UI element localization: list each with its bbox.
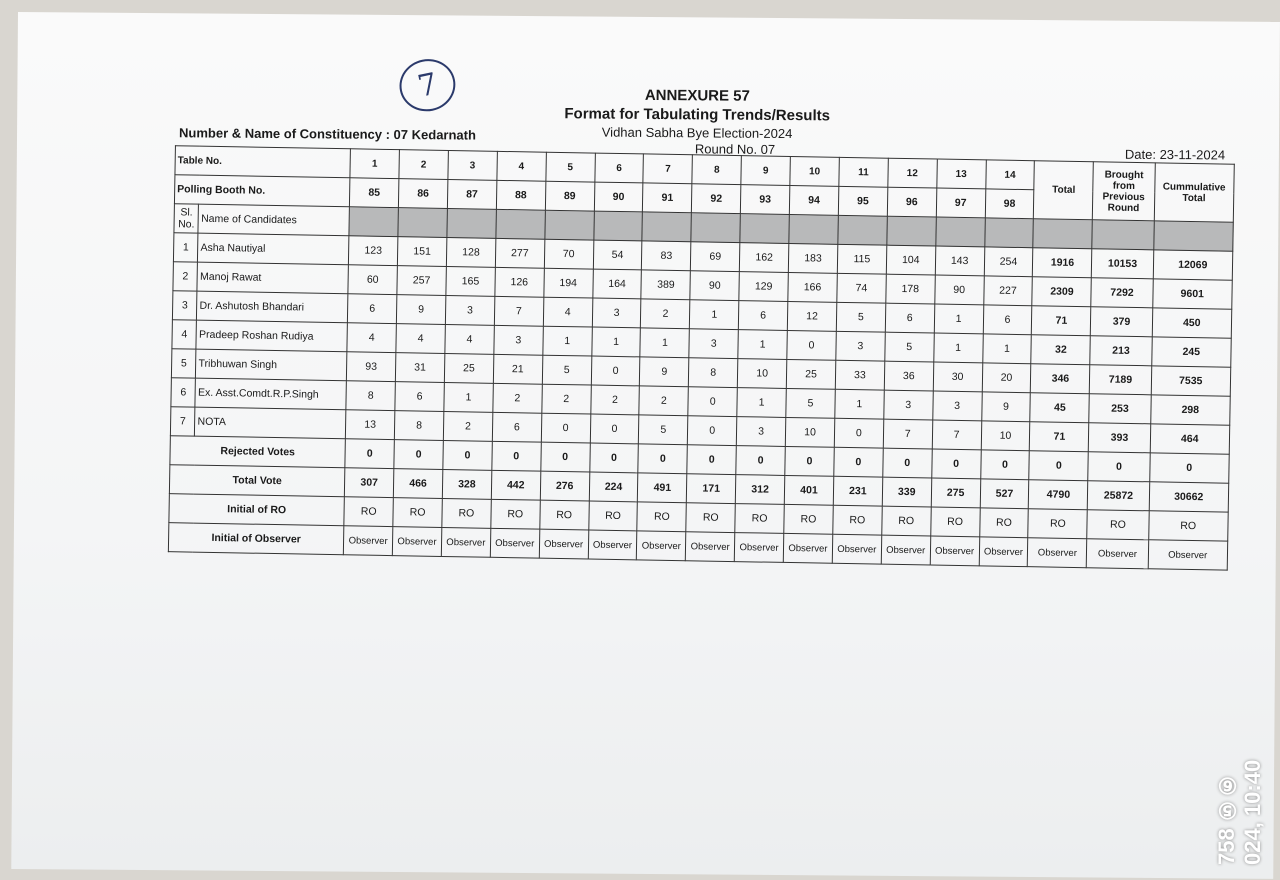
total-cell: 1916 — [1033, 248, 1093, 278]
table-no-cell: 11 — [839, 157, 888, 187]
brought-cell: 253 — [1089, 394, 1151, 424]
cumulative-cell: 9601 — [1152, 279, 1232, 309]
total-cell: 4790 — [1029, 480, 1089, 510]
candidate-name: Dr. Ashutosh Bhandari — [197, 291, 348, 323]
observer-initial-cell: Observer — [490, 528, 539, 558]
booth-no-cell: 88 — [496, 180, 545, 210]
booth-no-cell: 96 — [887, 187, 936, 217]
shaded-cell — [642, 212, 691, 242]
ro-initial-cell: RO — [539, 500, 588, 530]
total-cell: 0 — [1029, 451, 1089, 481]
vote-cell: 151 — [397, 237, 446, 267]
ro-initial-cell: RO — [344, 497, 393, 527]
vote-cell: 0 — [883, 448, 932, 478]
vote-cell: 7 — [494, 296, 543, 326]
observer-initial-cell: Observer — [734, 533, 783, 563]
vote-cell: 2 — [641, 299, 690, 329]
date-label: Date: 23-11-2024 — [1124, 146, 1226, 163]
observer-initial-cell: Observer — [441, 527, 490, 557]
cumulative-cell: 30662 — [1149, 482, 1229, 512]
ro-initial-cell: RO — [686, 503, 735, 533]
vote-cell: 0 — [736, 446, 785, 476]
table-no-cell: 9 — [741, 156, 790, 186]
vote-cell: 3 — [736, 417, 785, 447]
cumulative-cell: 7535 — [1151, 366, 1231, 396]
constituency-line: Number & Name of Constituency : 07 Kedarnath — [178, 125, 477, 143]
vote-cell: 10 — [785, 417, 834, 447]
booth-no-cell: 89 — [545, 181, 594, 211]
vote-cell: 2 — [541, 384, 590, 414]
sl-no: 2 — [173, 262, 198, 291]
vote-cell: 0 — [638, 444, 687, 474]
format-subtitle: Format for Tabulating Trends/Results — [564, 105, 831, 125]
vote-cell: 8 — [346, 381, 395, 411]
vote-cell: 254 — [984, 247, 1033, 277]
vote-cell: 7 — [883, 419, 932, 449]
vote-cell: 257 — [397, 266, 446, 296]
cumulative-cell: 245 — [1151, 337, 1231, 367]
brought-cell: 379 — [1091, 307, 1153, 337]
ro-initial-cell: RO — [1028, 509, 1088, 539]
sl-no: 7 — [170, 407, 195, 436]
booth-no-cell: 90 — [594, 182, 643, 212]
table-no-cell: 2 — [399, 150, 448, 180]
vote-cell: 307 — [344, 468, 393, 498]
brought-cell: 0 — [1088, 452, 1150, 482]
vote-cell: 165 — [446, 266, 495, 296]
vote-cell: 0 — [589, 443, 638, 473]
vote-cell: 30 — [933, 362, 982, 392]
vote-cell: 442 — [491, 470, 540, 500]
total-cell: 2309 — [1032, 277, 1092, 307]
vote-cell: 0 — [443, 440, 492, 470]
brought-cell: 10153 — [1092, 249, 1154, 279]
vote-cell: 183 — [788, 243, 837, 273]
candidate-name: NOTA — [195, 407, 346, 439]
total-header: Total — [1034, 161, 1094, 220]
name-header: Name of Candidates — [198, 204, 349, 236]
vote-cell: 1 — [982, 334, 1031, 364]
booth-no-cell: 94 — [789, 185, 838, 215]
vote-cell: 20 — [982, 363, 1031, 393]
total-cell: 71 — [1032, 306, 1092, 336]
candidate-name: Tribhuwan Singh — [196, 349, 347, 381]
vote-cell: 0 — [591, 356, 640, 386]
booth-no-cell: 97 — [936, 188, 985, 218]
vote-cell: 1 — [835, 389, 884, 419]
vote-cell: 4 — [445, 324, 494, 354]
vote-cell: 9 — [640, 357, 689, 387]
vote-cell: 231 — [833, 476, 882, 506]
vote-cell: 178 — [886, 274, 935, 304]
round-number: Round No. 07 — [694, 141, 776, 157]
observer-initial-cell: Observer — [637, 531, 686, 561]
shaded-cell — [398, 208, 447, 238]
vote-cell: 166 — [788, 272, 837, 302]
table-no-cell: 6 — [594, 153, 643, 183]
vote-cell: 5 — [885, 332, 934, 362]
observer-initial-cell: Observer — [686, 532, 735, 562]
sl-no: 6 — [171, 378, 196, 407]
booth-no-cell: 98 — [985, 189, 1034, 219]
shaded-cell — [887, 216, 936, 246]
vote-cell: 3 — [494, 325, 543, 355]
vote-cell: 129 — [739, 272, 788, 302]
shaded-cell — [545, 210, 594, 240]
brought-header: Brought from Previous Round — [1093, 162, 1155, 221]
vote-cell: 0 — [785, 446, 834, 476]
shaded-cell — [593, 211, 642, 241]
vote-cell: 3 — [884, 390, 933, 420]
vote-cell: 3 — [592, 298, 641, 328]
vote-cell: 275 — [931, 478, 980, 508]
results-table — [168, 145, 1235, 570]
vote-cell: 401 — [784, 475, 833, 505]
vote-cell: 276 — [540, 471, 589, 501]
ro-initial-cell: RO — [491, 499, 540, 529]
table-no-cell: 8 — [692, 155, 741, 185]
vote-cell: 3 — [445, 295, 494, 325]
vote-cell: 128 — [446, 237, 495, 267]
cumulative-cell: 298 — [1150, 395, 1230, 425]
vote-cell: 0 — [688, 387, 737, 417]
booth-no-cell: 87 — [447, 180, 496, 210]
vote-cell: 90 — [690, 271, 739, 301]
ro-initial-cell: RO — [882, 506, 931, 536]
handwritten-annotation: 7 — [395, 54, 460, 116]
vote-cell: 6 — [983, 305, 1032, 335]
vote-cell: 0 — [492, 441, 541, 471]
vote-cell: 227 — [983, 276, 1032, 306]
vote-cell: 60 — [348, 265, 397, 295]
vote-cell: 10 — [737, 359, 786, 389]
vote-cell: 1 — [444, 382, 493, 412]
shaded-cell — [691, 213, 740, 243]
ro-initial-cell: RO — [1148, 511, 1228, 541]
vote-cell: 1 — [542, 326, 591, 356]
observer-initial-cell: Observer — [588, 530, 637, 560]
shaded-cell — [1153, 221, 1233, 251]
candidate-name: Asha Nautiyal — [198, 233, 349, 265]
vote-cell: 194 — [544, 268, 593, 298]
vote-cell: 389 — [641, 270, 690, 300]
vote-cell: 339 — [882, 477, 931, 507]
ro-initial-cell: RO — [833, 505, 882, 535]
observer-initial-cell: Observer — [832, 534, 881, 564]
brought-cell: 213 — [1090, 336, 1152, 366]
vote-cell: 36 — [884, 361, 933, 391]
total-cell: 32 — [1031, 335, 1091, 365]
table-no-cell: 13 — [936, 159, 985, 189]
vote-cell: 54 — [593, 240, 642, 270]
table-no-cell: 10 — [790, 156, 839, 186]
table-no-cell: 5 — [546, 152, 595, 182]
vote-cell: 164 — [592, 269, 641, 299]
vote-cell: 83 — [642, 241, 691, 271]
vote-cell: 0 — [540, 442, 589, 472]
vote-cell: 10 — [981, 421, 1030, 451]
shaded-cell — [838, 215, 887, 245]
table-no-cell: 12 — [888, 158, 937, 188]
vote-cell: 1 — [591, 327, 640, 357]
initial-observer-label: Initial of Observer — [168, 523, 344, 555]
vote-cell: 9 — [981, 392, 1030, 422]
vote-cell: 2 — [639, 386, 688, 416]
table-no-cell: 14 — [985, 160, 1034, 190]
vote-cell: 0 — [931, 449, 980, 479]
vote-cell: 25 — [444, 353, 493, 383]
vote-cell: 12 — [787, 301, 836, 331]
vote-cell: 115 — [837, 244, 886, 274]
vote-cell: 527 — [980, 479, 1029, 509]
total-vote-label: Total Vote — [169, 465, 345, 497]
vote-cell: 0 — [688, 416, 737, 446]
total-cell: 346 — [1031, 364, 1091, 394]
cumulative-cell: 450 — [1152, 308, 1232, 338]
vote-cell: 93 — [347, 352, 396, 382]
booth-no-cell: 93 — [740, 185, 789, 215]
observer-initial-cell: Observer — [1028, 538, 1088, 568]
vote-cell: 70 — [544, 239, 593, 269]
vote-cell: 31 — [395, 353, 444, 383]
vote-cell: 13 — [346, 410, 395, 440]
vote-cell: 0 — [345, 439, 394, 469]
brought-cell: 393 — [1089, 423, 1151, 453]
shaded-cell — [740, 214, 789, 244]
vote-cell: 8 — [689, 358, 738, 388]
observer-initial-cell: Observer — [979, 537, 1028, 567]
document-page — [11, 12, 1280, 879]
vote-cell: 1 — [933, 333, 982, 363]
shaded-cell — [984, 218, 1033, 248]
total-cell: 71 — [1030, 422, 1090, 452]
sl-no: 3 — [172, 291, 197, 320]
vote-cell: 143 — [935, 246, 984, 276]
vote-cell: 6 — [348, 294, 397, 324]
ro-initial-cell: RO — [637, 502, 686, 532]
vote-cell: 0 — [834, 447, 883, 477]
shaded-cell — [789, 214, 838, 244]
vote-cell: 2 — [590, 385, 639, 415]
total-cell: 45 — [1030, 393, 1090, 423]
brought-cell: 7292 — [1091, 278, 1153, 308]
vote-cell: 1 — [934, 304, 983, 334]
vote-cell: 2 — [443, 411, 492, 441]
vote-cell: 3 — [689, 329, 738, 359]
observer-initial-cell: Observer — [930, 536, 979, 566]
cumulative-header: Cummulative Total — [1154, 163, 1234, 222]
shaded-cell — [935, 217, 984, 247]
vote-cell: 6 — [395, 382, 444, 412]
polling-booth-label: Polling Booth No. — [174, 175, 350, 207]
table-no-cell: 7 — [643, 154, 692, 184]
initial-ro-label: Initial of RO — [169, 494, 345, 526]
vote-cell: 5 — [836, 302, 885, 332]
vote-cell: 312 — [735, 475, 784, 505]
candidate-name: Pradeep Roshan Rudiya — [196, 320, 347, 352]
vote-cell: 466 — [393, 469, 442, 499]
vote-cell: 0 — [541, 413, 590, 443]
vote-cell: 224 — [589, 472, 638, 502]
brought-cell: 25872 — [1088, 481, 1150, 511]
ro-initial-cell: RO — [784, 504, 833, 534]
vote-cell: 21 — [493, 354, 542, 384]
observer-initial-cell: Observer — [539, 529, 588, 559]
ro-initial-cell: RO — [588, 501, 637, 531]
vote-cell: 4 — [347, 323, 396, 353]
cumulative-cell: 464 — [1150, 424, 1230, 454]
observer-initial-cell: Observer — [1148, 540, 1228, 570]
ro-initial-cell: RO — [1087, 510, 1149, 540]
vote-cell: 8 — [394, 411, 443, 441]
shaded-cell — [1092, 220, 1154, 250]
vote-cell: 0 — [787, 330, 836, 360]
vote-cell: 9 — [396, 295, 445, 325]
vote-cell: 4 — [543, 297, 592, 327]
brought-cell: 7189 — [1090, 365, 1152, 395]
cumulative-cell: 0 — [1149, 453, 1229, 483]
vote-cell: 0 — [980, 450, 1029, 480]
sl-no-header: Sl. No. — [174, 204, 199, 233]
vote-cell: 0 — [834, 418, 883, 448]
sl-no: 1 — [173, 233, 198, 262]
ro-initial-cell: RO — [393, 498, 442, 528]
vote-cell: 6 — [492, 412, 541, 442]
vote-cell: 4 — [396, 324, 445, 354]
booth-no-cell: 91 — [643, 183, 692, 213]
vote-cell: 3 — [932, 391, 981, 421]
shaded-cell — [349, 207, 398, 237]
sl-no: 4 — [172, 320, 197, 349]
vote-cell: 0 — [590, 414, 639, 444]
annexure-title: ANNEXURE 57 — [644, 86, 750, 105]
vote-cell: 1 — [738, 330, 787, 360]
vote-cell: 7 — [932, 420, 981, 450]
booth-no-cell: 95 — [838, 186, 887, 216]
vote-cell: 104 — [886, 245, 935, 275]
vote-cell: 6 — [885, 303, 934, 333]
booth-no-cell: 85 — [350, 178, 399, 208]
shaded-cell — [1033, 219, 1093, 249]
vote-cell: 1 — [690, 300, 739, 330]
vote-cell: 2 — [493, 383, 542, 413]
vote-cell: 6 — [738, 301, 787, 331]
vote-cell: 162 — [739, 243, 788, 273]
ro-initial-cell: RO — [930, 507, 979, 537]
vote-cell: 5 — [786, 388, 835, 418]
vote-cell: 3 — [836, 331, 885, 361]
shaded-cell — [496, 209, 545, 239]
vote-cell: 126 — [495, 267, 544, 297]
rejected-votes-label: Rejected Votes — [170, 436, 346, 468]
candidate-name: Manoj Rawat — [197, 262, 348, 294]
vote-cell: 491 — [638, 473, 687, 503]
vote-cell: 123 — [349, 236, 398, 266]
observer-initial-cell: Observer — [392, 527, 441, 557]
vote-cell: 1 — [640, 328, 689, 358]
vote-cell: 1 — [737, 388, 786, 418]
observer-initial-cell: Observer — [343, 526, 392, 556]
observer-initial-cell: Observer — [881, 535, 930, 565]
ro-initial-cell: RO — [979, 508, 1028, 538]
vote-cell: 5 — [542, 355, 591, 385]
table-no-cell: 1 — [350, 149, 399, 179]
vote-cell: 25 — [786, 359, 835, 389]
cumulative-cell: 12069 — [1153, 250, 1233, 280]
vote-cell: 277 — [495, 238, 544, 268]
vote-cell: 328 — [442, 469, 491, 499]
vote-cell: 90 — [934, 275, 983, 305]
table-no-label: Table No. — [175, 146, 351, 178]
vote-cell: 5 — [639, 415, 688, 445]
booth-no-cell: 86 — [398, 179, 447, 209]
photo-timestamp: 758 ⑤⑥ 024, 10:40 — [1214, 759, 1265, 865]
vote-cell: 69 — [691, 242, 740, 272]
observer-initial-cell: Observer — [1087, 539, 1149, 569]
vote-cell: 0 — [394, 440, 443, 470]
ro-initial-cell: RO — [735, 504, 784, 534]
shaded-cell — [447, 208, 496, 238]
election-name: Vidhan Sabha Bye Election-2024 — [601, 124, 793, 142]
booth-no-cell: 92 — [692, 184, 741, 214]
sl-no: 5 — [171, 349, 196, 378]
vote-cell: 33 — [835, 360, 884, 390]
vote-cell: 74 — [837, 273, 886, 303]
vote-cell: 0 — [687, 445, 736, 475]
table-no-cell: 4 — [497, 151, 546, 181]
table-no-cell: 3 — [448, 151, 497, 181]
vote-cell: 171 — [687, 474, 736, 504]
ro-initial-cell: RO — [442, 498, 491, 528]
candidate-name: Ex. Asst.Comdt.R.P.Singh — [195, 378, 346, 410]
observer-initial-cell: Observer — [783, 533, 832, 563]
